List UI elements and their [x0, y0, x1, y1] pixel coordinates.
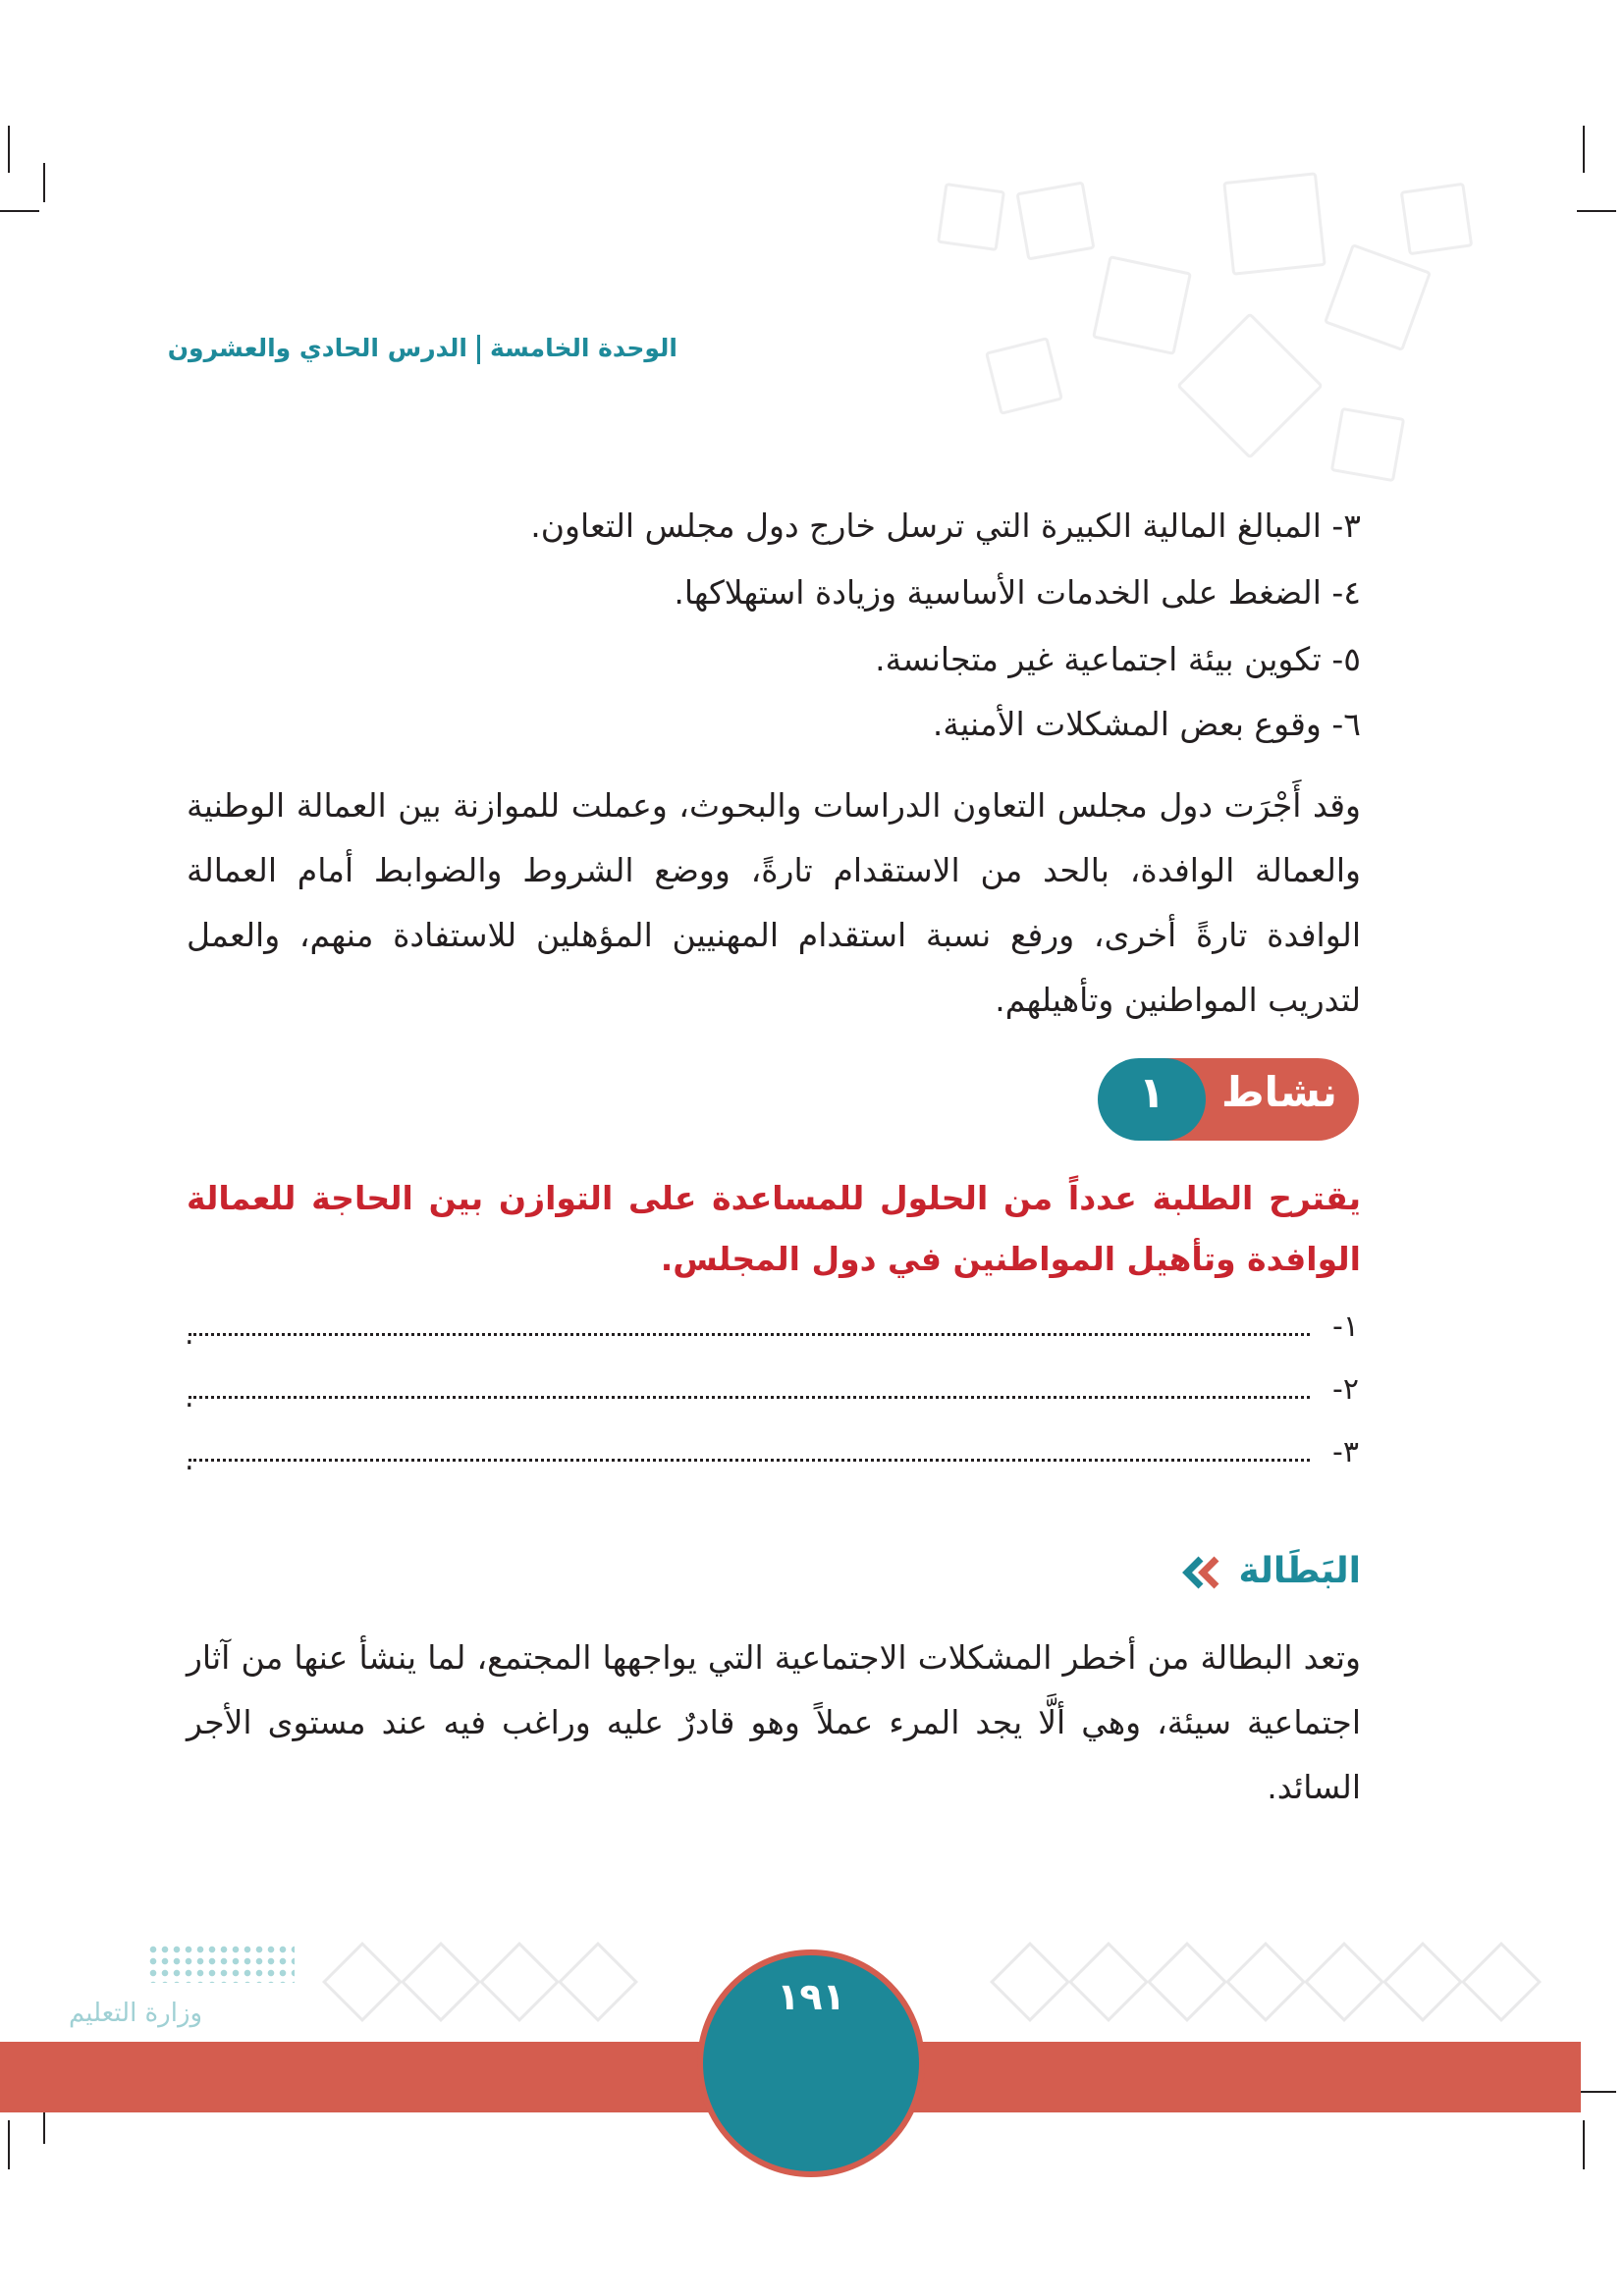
decorative-diamond — [558, 1942, 638, 2022]
double-chevron-left-icon — [1181, 1555, 1220, 1590]
answer-dotted-line — [189, 1459, 1310, 1462]
paragraph-labour-balance: وقد أَجْرَت دول مجلس التعاون الدراسات والبحوث، وعملت للموازنة بين العمالة الوطنية والعمالة الوافدة، بالحد من الاستقدام تارةً، ووضع الشروط والضوابط أمام العمالة الوافدة تارةً أخرى، ورفع نسبة استقدام المهنيين المؤهلين للاستفادة منهم، والعمل لتدريب المواطنين وتأهيلهم. — [187, 786, 1361, 1019]
list-item: ٣- المبالغ المالية الكبيرة التي ترسل خارج دول مجلس التعاون. — [530, 507, 1361, 545]
decorative-diamond — [1304, 1942, 1384, 2022]
decorative-diamond — [401, 1942, 481, 2022]
crop-mark — [1583, 2120, 1585, 2169]
decorative-square — [1092, 255, 1192, 355]
crop-mark — [1583, 126, 1585, 173]
answer-line[interactable] — [185, 1435, 1359, 1477]
section-heading — [1181, 1551, 1361, 1591]
decorative-square — [1222, 172, 1326, 276]
activity-number: ١ — [1138, 1068, 1165, 1118]
crop-mark — [8, 126, 10, 173]
answer-number: ٢- — [1332, 1372, 1359, 1407]
crop-mark — [8, 2120, 10, 2169]
list-item: ٤- الضغط على الخدمات الأساسية وزيادة استهلاكها. — [674, 573, 1361, 612]
decorative-diamond — [1461, 1942, 1542, 2022]
list-item: ٦- وقوع بعض المشكلات الأمنية. — [932, 705, 1361, 743]
answer-dotted-line — [189, 1396, 1310, 1399]
decorative-diamond — [479, 1942, 560, 2022]
page-number: ١٩١ — [777, 1975, 845, 2018]
decorative-square — [1324, 243, 1432, 351]
page-header — [167, 334, 677, 364]
crop-mark — [43, 163, 45, 202]
header-lesson: الدرس الحادي والعشرون — [167, 334, 467, 362]
decorative-diamond — [1147, 1942, 1227, 2022]
crop-mark — [1577, 2091, 1616, 2093]
decorative-square — [1400, 183, 1474, 256]
header-separator — [477, 335, 480, 364]
crop-mark — [1577, 210, 1616, 212]
decorative-square — [1176, 312, 1324, 459]
decorative-square — [1330, 407, 1405, 482]
answer-number: ٣- — [1332, 1435, 1359, 1469]
crop-mark — [0, 210, 39, 212]
list-item: ٥- تكوين بيئة اجتماعية غير متجانسة. — [875, 640, 1361, 678]
header-unit: الوحدة الخامسة — [490, 334, 677, 362]
decorative-diamond — [990, 1942, 1070, 2022]
answer-end: . — [185, 1380, 194, 1415]
paragraph-unemployment: وتعد البطالة من أخطر المشكلات الاجتماعية التي يواجهها المجتمع، لما ينشأ عنها من آثار اجتماعية سيئة، وهي ألَّا يجد المرء عملاً وهو قادرٌ عليه وراغب فيه عند مستوى الأجر السائد. — [187, 1638, 1361, 1806]
decorative-square — [937, 183, 1005, 251]
activity-instruction: يقترح الطلبة عدداً من الحلول للمساعدة على التوازن بين الحاجة للعمالة الوافدة وتأهيل المواطنين في دول المجلس. — [187, 1179, 1361, 1278]
answer-dotted-line — [189, 1333, 1310, 1336]
activity-label: نشاط — [1221, 1068, 1337, 1116]
decorative-diamond — [322, 1942, 403, 2022]
section-title: البَطَالة — [1238, 1551, 1361, 1591]
answer-line[interactable] — [185, 1309, 1359, 1352]
decorative-square — [985, 337, 1063, 415]
decorative-diamond — [1382, 1942, 1463, 2022]
ministry-logo-dots — [147, 1944, 295, 1983]
answer-end: . — [185, 1317, 194, 1352]
ministry-logo: وزارة التعليم — [69, 1999, 203, 2028]
decorative-diamond — [1068, 1942, 1149, 2022]
decorative-square — [1015, 181, 1095, 260]
answer-line[interactable] — [185, 1372, 1359, 1415]
decorative-diamond — [1225, 1942, 1306, 2022]
answer-end: . — [185, 1443, 194, 1477]
answer-number: ١- — [1332, 1309, 1359, 1344]
